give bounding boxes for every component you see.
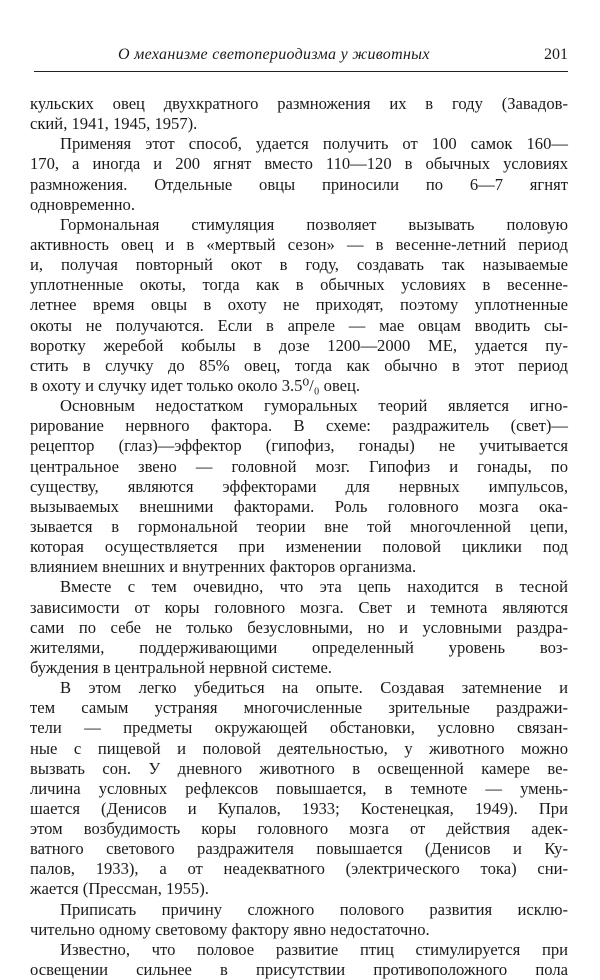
text-line: летнее время овцы в охоту не приходят, поэтому уплотненные — [30, 295, 568, 315]
text-line: кульских овец двухкратного размножения их в году (Завадов- — [30, 94, 568, 113]
text-line: жается (Прессман, 1955). — [30, 879, 209, 899]
text-line: уплотненные окоты, тогда как в обычных условиях в весенне- — [30, 275, 568, 295]
text-line: зависимости от коры головного мозга. Свет и темнота являются — [30, 597, 568, 617]
text-line: вызвать сон. У дневного животного в освещенной камере ве- — [30, 758, 568, 778]
text-line: Применяя этот способ, удается получить от 100 самок 160— — [60, 134, 568, 154]
text-line: ватного светового раздражителя повышается (Денисов и Ку- — [30, 839, 568, 859]
text-line: сами по себе не только безусловными, но и условными раздра- — [30, 617, 568, 637]
paragraph — [30, 134, 568, 215]
text-line: Гормональная стимуляция позволяет вызывать половую — [60, 214, 568, 234]
running-title: О механизме светопериодизма у животных — [118, 46, 430, 63]
text-line: личина условных рефлексов повышается, в темноте — умень- — [30, 778, 568, 798]
paragraph — [30, 577, 568, 678]
text-line: Приписать причину сложного полового развития исклю- — [60, 899, 568, 919]
text-line: вызываемых внешними факторами. Роль головного мозга ока- — [30, 496, 568, 516]
text-line: в охоту и случку идет только около 3.5⁰/₀ овец. — [30, 375, 361, 395]
text-line: одновременно. — [30, 194, 136, 214]
text-line: зывается в гормональной теории вне той многочленной цепи, — [30, 516, 568, 536]
paragraph — [30, 678, 568, 900]
paragraph — [30, 940, 568, 980]
text-line: и, получая повторный окот в году, создавать так называемые — [30, 255, 568, 275]
text-line: рецептор (глаз)—эффектор (гипофиз, гонады) не учитывается — [30, 436, 568, 456]
text-line: В этом легко убедиться на опыте. Создавая затемнение и — [60, 678, 568, 698]
text-line: размножения. Отдельные овцы приносили по 6—7 ягнят — [30, 174, 568, 194]
text-line: рирование нервного фактора. В схеме: раздражитель (свет)— — [30, 416, 568, 436]
text-line: центральное звено — головной мозг. Гипофиз и гонады, по — [30, 456, 568, 476]
page-number: 201 — [544, 46, 568, 63]
paragraph — [30, 215, 568, 396]
text-line: этом возбудимость коры головного мозга от действия адек- — [30, 819, 568, 839]
text-line: окоты не получаются. Если в апреле — мае овцам вводить сы- — [30, 315, 568, 335]
paragraph — [30, 396, 568, 577]
text-line: Известно, что половое развитие птиц стимулируется при — [60, 939, 568, 959]
text-line: 170, а иногда и 200 ягнят вместо 110—120 в обычных условиях — [30, 154, 568, 174]
text-line: ский, 1941, 1945, 1957). — [30, 114, 198, 134]
text-line: шается (Денисов и Купалов, 1933; Костенецкая, 1949). При — [30, 798, 568, 818]
text-line: стить в случку до 85% овец, тогда как обычно в этот период — [30, 355, 568, 375]
paragraph — [30, 94, 568, 134]
text-line: Основным недостатком гуморальных теорий является игно- — [60, 396, 568, 416]
text-line: тем самым устраняя многочисленные зрительные раздражи- — [30, 698, 568, 718]
text-line: Вместе с тем очевидно, что эта цепь находится в тесной — [60, 577, 568, 597]
text-line: влиянием внешних и внутренних факторов организма. — [30, 557, 417, 577]
text-line: существу, являются эффекторами для нервных импульсов, — [30, 476, 568, 496]
text-line: чительно одному световому фактору явно недостаточно. — [30, 919, 430, 939]
text-line: которая осуществляется при изменении половой циклики под — [30, 537, 568, 557]
body-text — [30, 94, 568, 980]
text-line: жителями, поддерживающими определенный уровень воз- — [30, 637, 568, 657]
text-line: воротку жеребой кобылы в дозе 1200—2000 МЕ, удается пу- — [30, 335, 568, 355]
text-line: буждения в центральной нервной системе. — [30, 657, 332, 677]
paragraph — [30, 900, 568, 940]
header-rule — [34, 71, 568, 72]
text-line: ные с пищевой и половой деятельностью, у животного можно — [30, 738, 568, 758]
text-line: активность овец и в «мертвый сезон» — в весенне-летний период — [30, 234, 568, 254]
running-head — [34, 46, 568, 68]
text-line: тели — предметы окружающей обстановки, условно связан- — [30, 718, 568, 738]
text-line: палов, 1933), а от неадекватного (электрического тока) сни- — [30, 859, 568, 879]
text-line: освещении сильнее в присутствии противоположного пола — [30, 960, 568, 980]
